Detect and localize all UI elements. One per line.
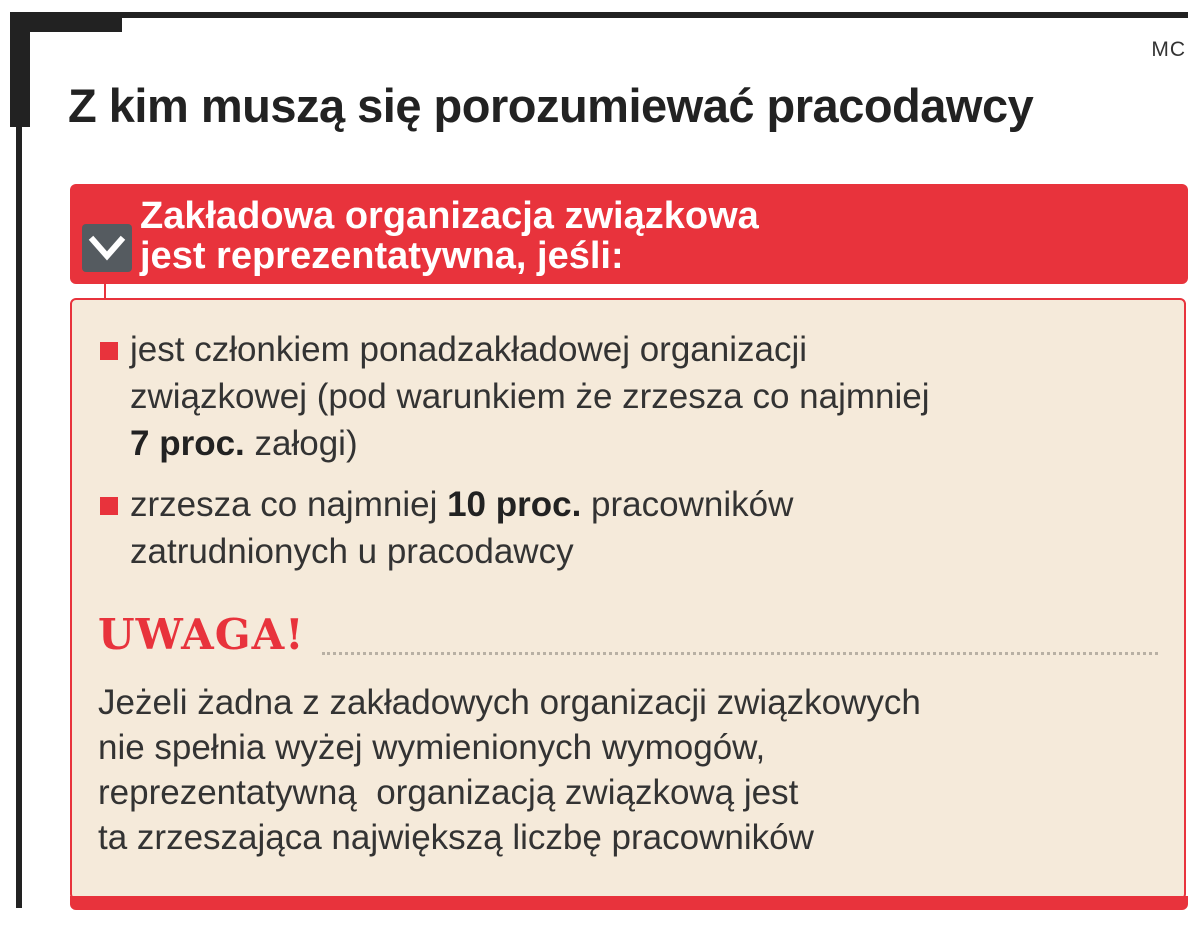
warning-line-1: Jeżeli żadna z zakładowych organizacji związkowych: [98, 683, 921, 722]
dotted-divider: [322, 652, 1158, 655]
conditions-list: [100, 326, 929, 575]
condition-1-suffix: załogi): [244, 424, 358, 463]
condition-2-suffix: pracowników: [581, 485, 794, 524]
banner-heading-line1: Zakładowa organizacja związkowa: [140, 195, 759, 237]
list-item: [100, 326, 929, 467]
condition-2-highlight: 10 proc.: [447, 485, 582, 524]
banner-heading: [140, 196, 759, 276]
frame-top-rule: [10, 12, 1188, 26]
warning-line-4: ta zrzeszająca największą liczbę pracowników: [98, 818, 814, 857]
warning-line-2: nie spełnia wyżej wymienionych wymogów,: [98, 728, 766, 767]
bullet-square-icon: [100, 497, 118, 515]
condition-1-highlight: 7 proc.: [130, 424, 245, 463]
list-item: [100, 481, 929, 575]
condition-1-line2: związkowej (pod warunkiem że zrzesza co najmniej: [130, 377, 930, 416]
warning-heading: UWAGA!: [98, 610, 305, 659]
warning-text: [98, 680, 921, 860]
author-credit: MC: [1151, 38, 1186, 61]
condition-2-line2: zatrudnionych u pracodawcy: [130, 532, 574, 571]
frame-corner-left: [10, 12, 30, 127]
condition-2-prefix: zrzesza co najmniej: [130, 485, 448, 524]
warning-line-3: reprezentatywną organizacją związkową jest: [98, 773, 799, 812]
section-banner: [70, 184, 1188, 284]
banner-heading-line2: jest reprezentatywna, jeśli:: [140, 235, 624, 277]
panel-bottom-bar: [70, 896, 1188, 910]
content-panel: [70, 298, 1186, 900]
frame-left-rule: [16, 120, 22, 908]
bullet-square-icon: [100, 342, 118, 360]
page-title: Z kim muszą się porozumiewać pracodawcy: [68, 79, 1034, 132]
chevron-down-icon: [82, 224, 132, 272]
condition-1-line1: jest członkiem ponadzakładowej organizacji: [130, 330, 808, 369]
